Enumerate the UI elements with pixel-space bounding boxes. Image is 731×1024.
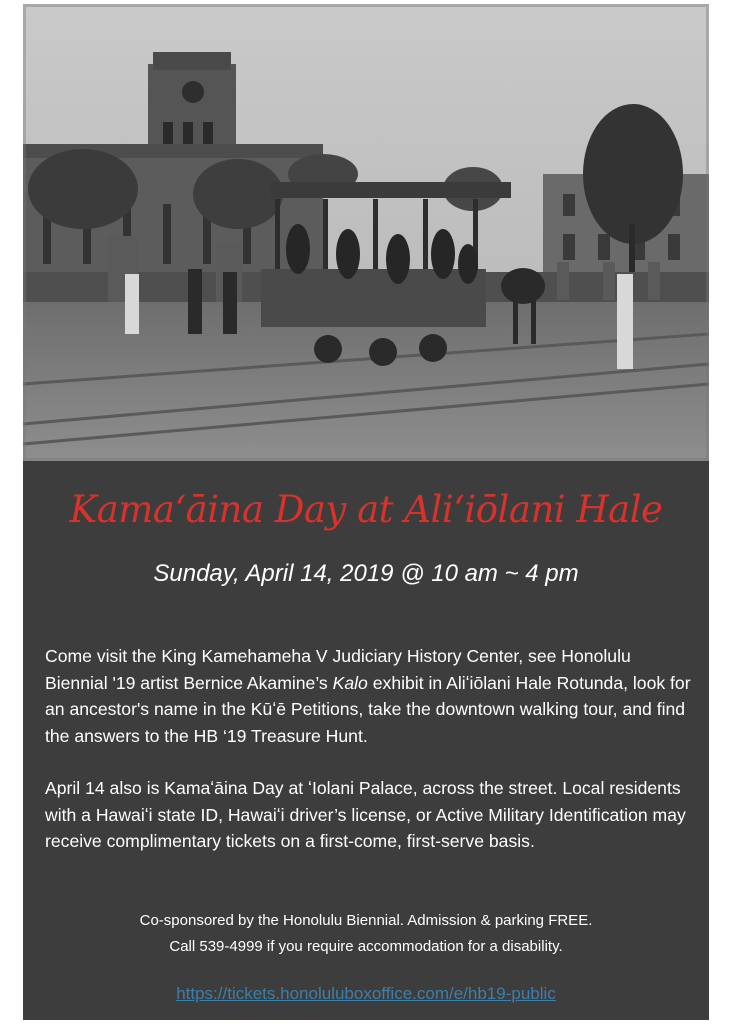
sponsor-line: Co-sponsored by the Honolulu Biennial. Admission & parking FREE. <box>139 912 593 929</box>
historic-photo-streetcar-aliiolani-hale-icon <box>23 4 709 461</box>
accommodation-line: Call 539-4999 if you require accommodation for a disability. <box>169 938 563 955</box>
tickets-link[interactable]: https://tickets.honoluluboxoffice.com/e/hb19-public <box>176 984 556 1003</box>
description-text-continued: exhibit in Aliʻiōlani Hale Rotunda, look for an ancestor's name in the Kūʻē Petitions, take the downtown walking tour, and find the answers to the HB ‘19 Treasure Hunt. <box>45 672 691 746</box>
palace-info-paragraph: April 14 also is Kamaʻāina Day at ʻIolani Palace, across the street. Local residents with a Hawaiʻi state ID, Hawaiʻi driver’s license, or Active Military Identification may receive complimentary tickets on a first-come, first-serve basis. <box>45 778 686 851</box>
description-paragraph <box>45 643 695 749</box>
sponsor-info <box>23 908 709 960</box>
exhibit-name: Kalo <box>332 672 368 693</box>
event-title: Kamaʻāina Day at Aliʻiōlani Hale <box>69 488 663 531</box>
event-datetime: Sunday, April 14, 2019 @ 10 am ~ 4 pm <box>153 560 579 587</box>
historic-photo <box>23 4 709 461</box>
description-text: Come visit the King Kamehameha V Judiciary History Center, see Honolulu Biennial '19 artist Bernice Akamine’s <box>45 646 631 693</box>
event-card <box>23 4 709 1020</box>
